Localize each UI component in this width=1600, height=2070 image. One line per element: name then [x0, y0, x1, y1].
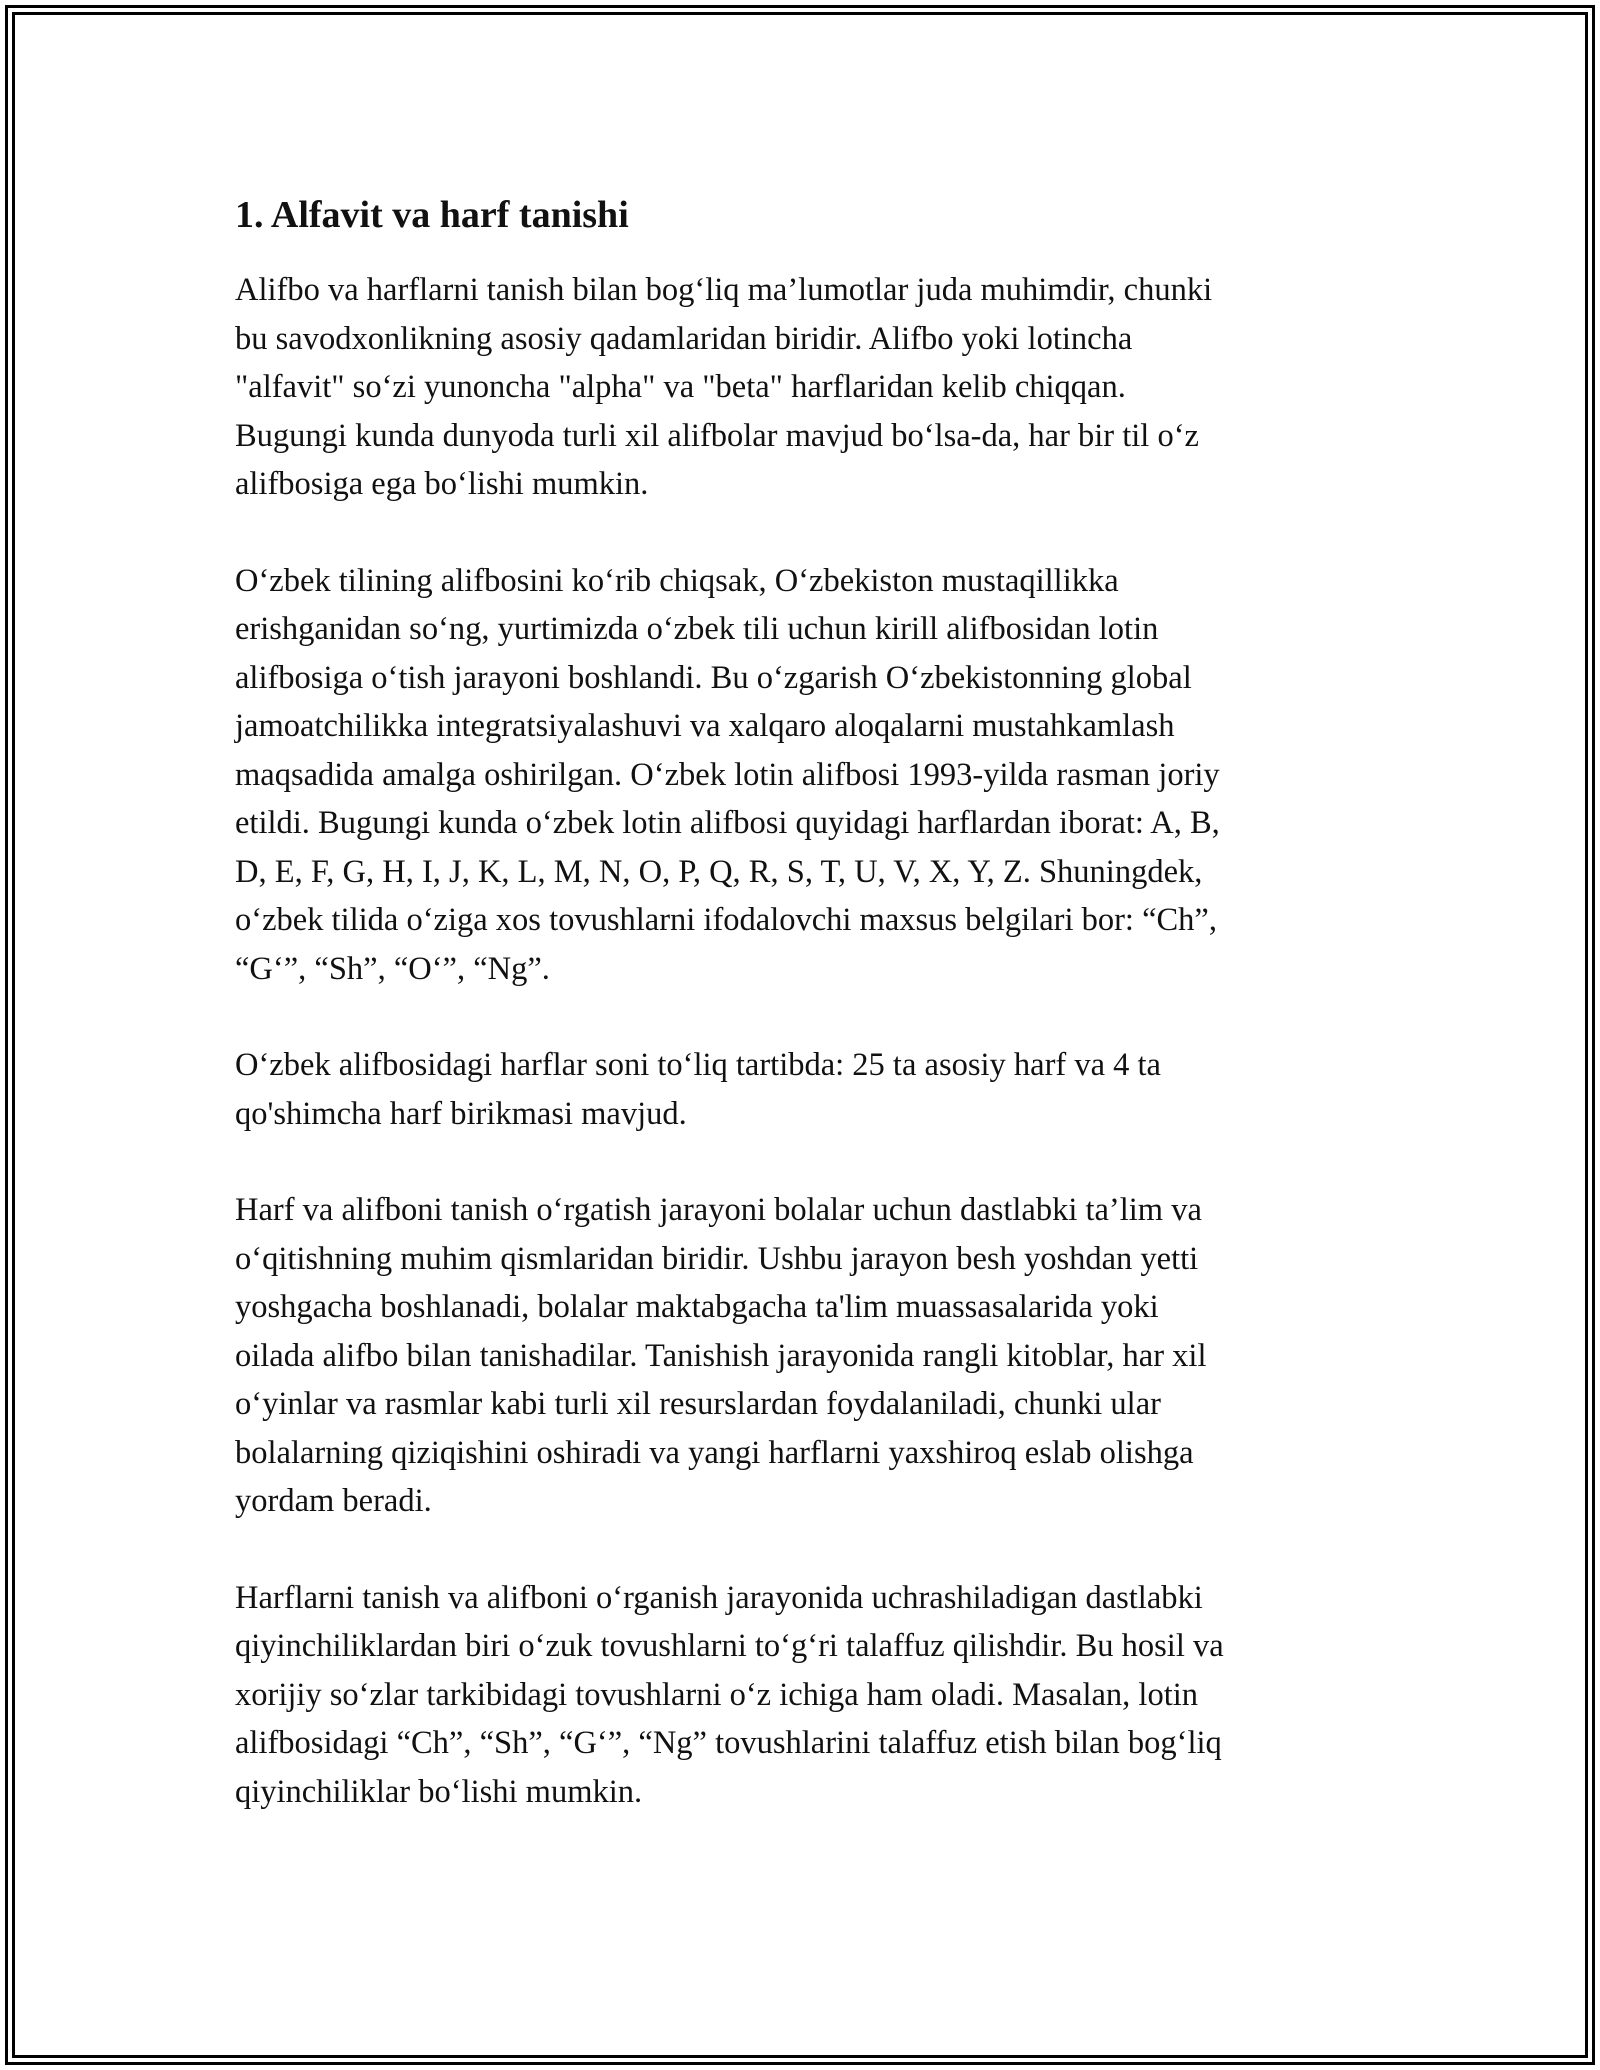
- paragraph-uzbek-latin-alphabet: O‘zbek tilining alifbosini ko‘rib chiqsak, O‘zbekiston mustaqillikka erishganidan so‘ng, yurtimizda o‘zbek tili uchun kirill alifbosidan lotin alifbosiga o‘tish jarayoni boshlandi. Bu o‘zgarish O‘zbekistonning global jamoatchilikka integratsiyalashuvi va xalqaro aloqalarni mustahkamlash maqsadida amalga oshirilgan. O‘zbek lotin alifbosi 1993-yilda rasman joriy etildi. Bugungi kunda o‘zbek lotin alifbosi quyidagi harflardan iborat: A, B, D, E, F, G, H, I, J, K, L, M, N, O, P, Q, R, S, T, U, V, X, Y, Z. Shuningdek, o‘zbek tilida o‘ziga xos tovushlarni ifodalovchi maxsus belgilari bor: “Ch”, “G‘”, “Sh”, “O‘”, “Ng”.: [235, 562, 1220, 987]
- paragraph-pronunciation-difficulties: Harflarni tanish va alifboni o‘rganish jarayonida uchrashiladigan dastlabki qiyinchiliklardan biri o‘zuk tovushlarni to‘g‘ri talaffuz qilishdir. Bu hosil va xorijiy so‘zlar tarkibidagi tovushlarni o‘z ichiga ham oladi. Masalan, lotin alifbosidagi “Ch”, “Sh”, “G‘”, “Ng” tovushlarini talaffuz etish bilan bog‘liq qiyinchiliklar bo‘lishi mumkin.: [235, 1579, 1224, 1810]
- paragraph-letter-count: O‘zbek alifbosidagi harflar soni to‘liq tartibda: 25 ta asosiy harf va 4 ta qo'shimcha harf birikmasi mavjud.: [235, 1047, 1161, 1132]
- paragraph-alphabet-intro: Alifbo va harflarni tanish bilan bog‘liq ma’lumotlar juda muhimdir, chunki bu savodxonlikning asosiy qadamlaridan biridir. Alifbo yoki lotincha "alfavit" so‘zi yunoncha "alpha" va "beta" harflaridan kelib chiqqan. Bugungi kunda dunyoda turli xil alifbolar mavjud bo‘lsa-da, har bir til o‘z alifbosiga ega bo‘lishi mumkin.: [235, 272, 1213, 502]
- paragraph-teaching-process: Harf va alifboni tanish o‘rgatish jarayoni bolalar uchun dastlabki ta’lim va o‘qitishning muhim qismlaridan biridir. Ushbu jarayon besh yoshdan yetti yoshgacha boshlanadi, bolalar maktabgacha ta'lim muassasalarida yoki oilada alifbo bilan tanishadilar. Tanishish jarayonida rangli kitoblar, har xil o‘yinlar va rasmlar kabi turli xil resurslardan foydalaniladi, chunki ular bolalarning qiziqishini oshiradi va yangi harflarni yaxshiroq eslab olishga yordam beradi.: [235, 1192, 1207, 1519]
- document-body: [235, 190, 1355, 1864]
- section-heading: 1. Alfavit va harf tanishi: [235, 194, 629, 236]
